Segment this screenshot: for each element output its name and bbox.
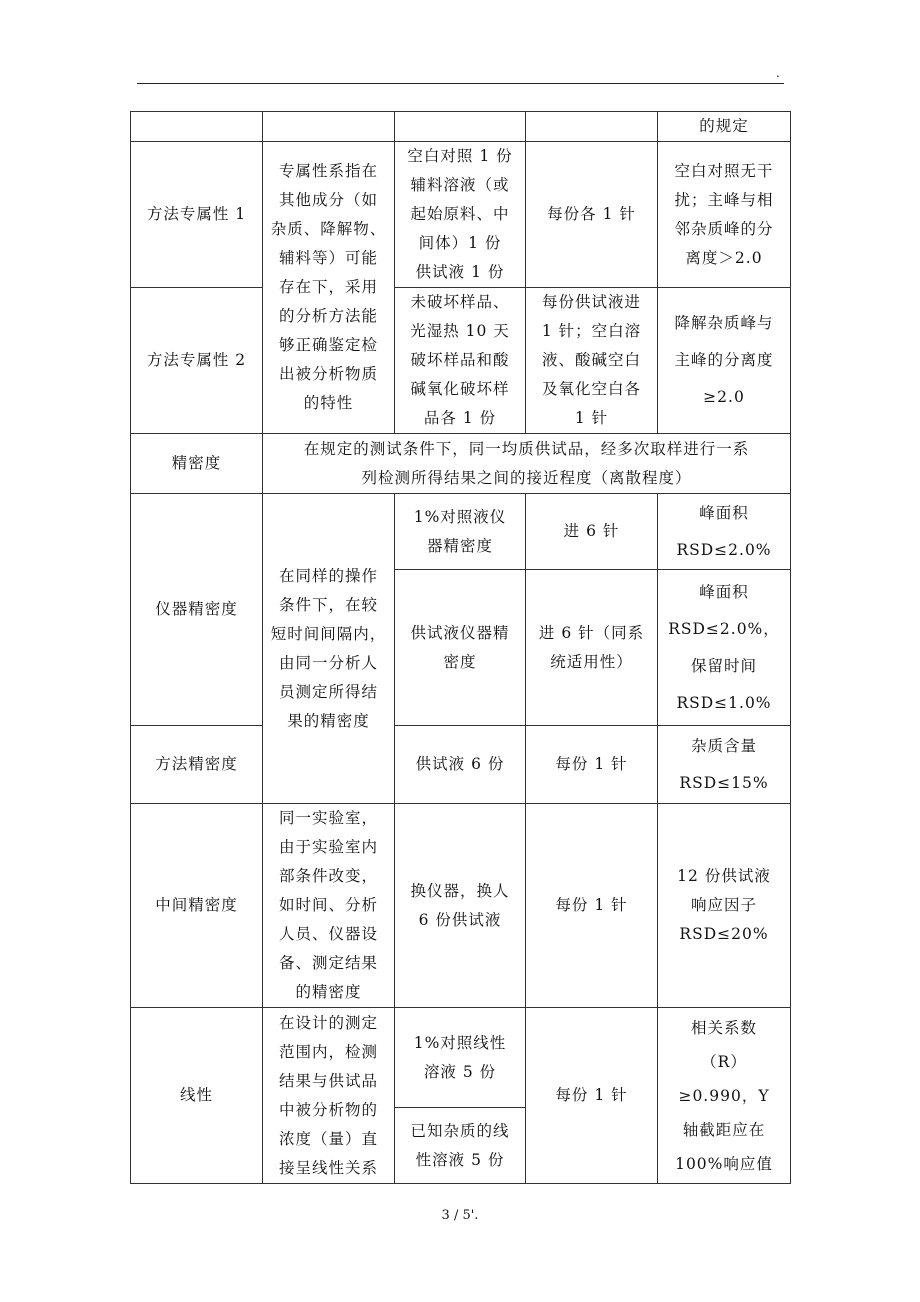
cell-samples: 1%对照液仪 器精密度 [395,494,526,570]
cell-samples: 空白对照 1 份 辅料溶液（或 起始原料、中 间体）1 份 供试液 1 份 [395,142,526,288]
table-row-instrument-precision [131,494,791,570]
cell-criteria: 12 份供试液 响应因子 RSD≤20% [658,804,791,1008]
header-rule [137,83,784,84]
cell-definition: 在同样的操作 条件下，在较 短时间间隔内， 由同一分析人 员测定所得结 果的精密度 [263,494,395,804]
table-row-precision [131,434,791,494]
header-mark: . [776,66,780,80]
cell-injections: 每份 1 针 [526,726,658,804]
cell-empty [526,112,658,142]
cell-test-name: 线性 [131,1008,263,1184]
cell-empty [395,112,526,142]
cell-test-name: 方法专属性 2 [131,288,263,434]
validation-table [130,111,791,1184]
cell-injections: 每份供试液进 1 针；空白溶 液、酸碱空白 及氧化空白各 1 针 [526,288,658,434]
cell-samples: 1%对照线性 溶液 5 份 [395,1008,526,1108]
table-row-specificity-2 [131,288,791,434]
cell-definition: 在设计的测定 范围内，检测 结果与供试品 中被分析物的 浓度（量）直 接呈线性关系 [263,1008,395,1184]
cell-definition: 在规定的测试条件下，同一均质供试品，经多次取样进行一系 列检测所得结果之间的接近程度（离散程度） [263,434,791,494]
cell-samples: 已知杂质的线 性溶液 5 份 [395,1108,526,1184]
cell-samples: 供试液 6 份 [395,726,526,804]
cell-criteria: 空白对照无干 扰；主峰与相 邻杂质峰的分 离度＞2.0 [658,142,791,288]
cell-criteria: 杂质含量 RSD≤15% [658,726,791,804]
cell-criteria: 峰面积 RSD≤2.0%， 保留时间 RSD≤1.0% [658,570,791,726]
cell-test-name: 中间精密度 [131,804,263,1008]
table-row-intermediate-precision [131,804,791,1008]
cell-definition: 同一实验室， 由于实验室内 部条件改变， 如时间、分析 人员、仪器设 备、测定结果 的精密度 [263,804,395,1008]
cell-samples: 未破坏样品、 光湿热 10 天 破坏样品和酸 碱氧化破坏样 品各 1 份 [395,288,526,434]
cell-criteria: 降解杂质峰与 主峰的分离度 ≥2.0 [658,288,791,434]
cell-samples: 供试液仪器精 密度 [395,570,526,726]
cell-test-name: 仪器精密度 [131,494,263,726]
cell-criteria: 峰面积 RSD≤2.0% [658,494,791,570]
cell-injections: 每份 1 针 [526,804,658,1008]
page-number: 3 / 5'. [441,1208,479,1223]
cell-samples: 换仪器，换人 6 份供试液 [395,804,526,1008]
cell-test-name: 精密度 [131,434,263,494]
cell-injections: 每份 1 针 [526,1008,658,1184]
cell-test-name: 方法专属性 1 [131,142,263,288]
table-row-linearity [131,1008,791,1108]
cell-test-name: 方法精密度 [131,726,263,804]
cell-empty [263,112,395,142]
cell-injections: 进 6 针（同系 统适用性） [526,570,658,726]
cell-criteria: 的规定 [658,112,791,142]
cell-criteria: 相关系数 （R） ≥0.990，Y 轴截距应在 100%响应值 [658,1008,791,1184]
table-row-continuation [131,112,791,142]
table-row-specificity-1 [131,142,791,288]
cell-injections: 进 6 针 [526,494,658,570]
cell-definition: 专属性系指在 其他成分（如 杂质、降解物、 辅料等）可能 存在下，采用 的分析方法能 够正确鉴定检 出被分析物质 的特性 [263,142,395,434]
cell-injections: 每份各 1 针 [526,142,658,288]
table-row-method-precision [131,726,791,804]
cell-empty [131,112,263,142]
